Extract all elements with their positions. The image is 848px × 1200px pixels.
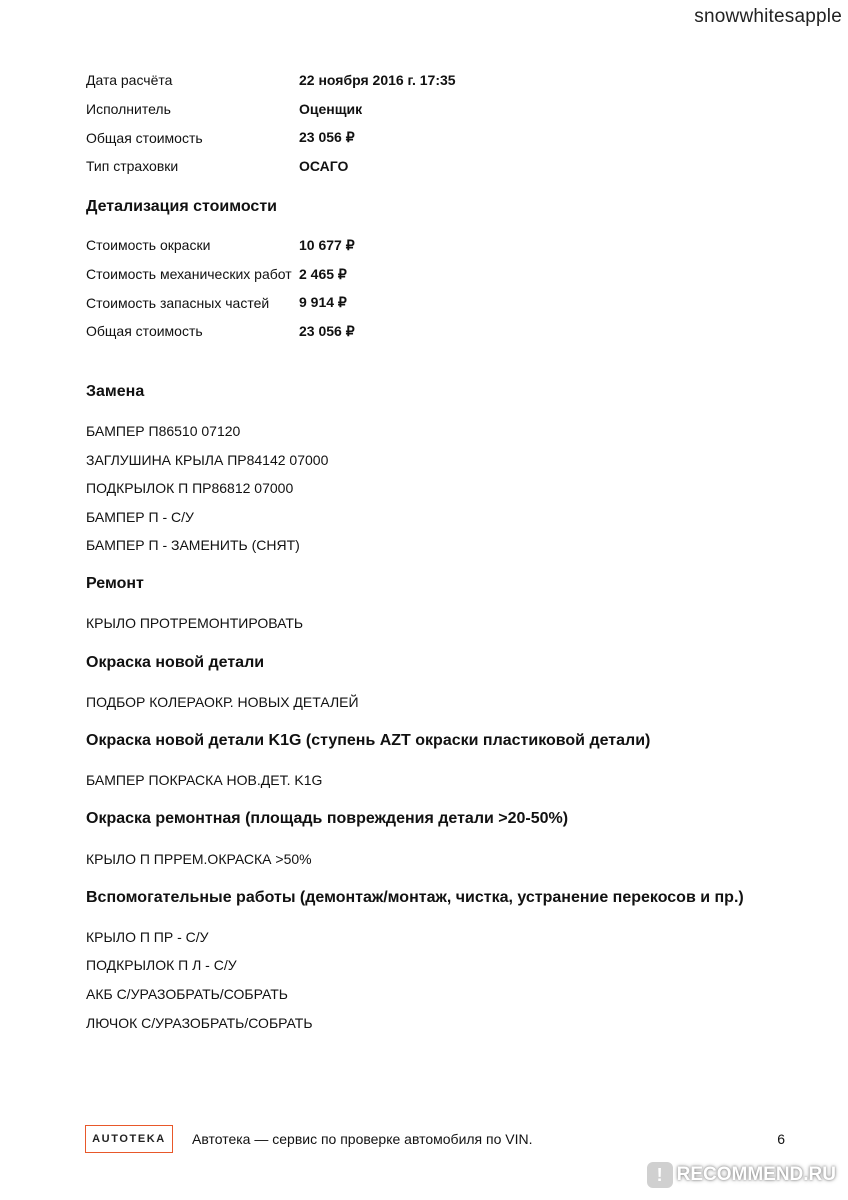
recommend-logo-icon: ! bbox=[647, 1162, 673, 1188]
cost-label: Стоимость механических работ bbox=[86, 266, 292, 283]
summary-value: 22 ноября 2016 г. 17:35 bbox=[299, 72, 456, 89]
list-item: БАМПЕР ПОКРАСКА НОВ.ДЕТ. K1G bbox=[86, 772, 323, 788]
summary-label: Дата расчёта bbox=[86, 72, 173, 89]
list-item: БАМПЕР П86510 07120 bbox=[86, 423, 241, 439]
list-item: ПОДКРЫЛОК П Л - С/У bbox=[86, 957, 237, 973]
summary-table bbox=[86, 66, 456, 181]
summary-row bbox=[86, 66, 456, 95]
cost-label: Общая стоимость bbox=[86, 323, 203, 340]
section-heading-replacement: Замена bbox=[86, 383, 145, 400]
summary-row bbox=[86, 95, 456, 124]
footer-text: Автотека — сервис по проверке автомобиля по VIN. bbox=[192, 1131, 533, 1147]
summary-row bbox=[86, 123, 456, 152]
section-heading-k1g-paint: Окраска новой детали K1G (ступень AZT окраски пластиковой детали) bbox=[86, 732, 651, 749]
summary-value: Оценщик bbox=[299, 101, 363, 118]
page-number: 6 bbox=[777, 1131, 785, 1147]
summary-label: Исполнитель bbox=[86, 101, 171, 118]
list-item: ПОДКРЫЛОК П ПР86812 07000 bbox=[86, 480, 294, 496]
summary-row bbox=[86, 152, 456, 181]
summary-value: 23 056 ₽ bbox=[299, 129, 355, 146]
list-item: ЛЮЧОК С/УРАЗОБРАТЬ/СОБРАТЬ bbox=[86, 1015, 313, 1031]
list-item: БАМПЕР П - ЗАМЕНИТЬ (СНЯТ) bbox=[86, 537, 300, 553]
recommend-watermark-text: RECOMMEND.RU bbox=[676, 1164, 836, 1185]
list-item: ПОДБОР КОЛЕРАОКР. НОВЫХ ДЕТАЛЕЙ bbox=[86, 694, 359, 710]
section-heading-auxiliary-works: Вспомогательные работы (демонтаж/монтаж, чистка, устранение перекосов и пр.) bbox=[86, 889, 744, 906]
cost-details-table bbox=[86, 231, 355, 346]
cost-row bbox=[86, 288, 355, 317]
cost-label: Стоимость окраски bbox=[86, 237, 211, 254]
list-item: ЗАГЛУШИНА КРЫЛА ПР84142 07000 bbox=[86, 452, 329, 468]
summary-label: Общая стоимость bbox=[86, 129, 203, 146]
page-footer bbox=[85, 1125, 785, 1155]
cost-details-heading: Детализация стоимости bbox=[86, 198, 277, 215]
cost-row bbox=[86, 317, 355, 346]
recommend-watermark bbox=[647, 1162, 836, 1188]
watermark-username: snowwhitesapple bbox=[694, 6, 842, 27]
list-item: КРЫЛО ПРОТРЕМОНТИРОВАТЬ bbox=[86, 615, 304, 631]
cost-value: 2 465 ₽ bbox=[299, 265, 347, 282]
summary-value: ОСАГО bbox=[299, 158, 349, 175]
autoteka-logo: AUTOTEKA bbox=[85, 1125, 173, 1153]
cost-value: 23 056 ₽ bbox=[299, 322, 355, 339]
cost-value: 10 677 ₽ bbox=[299, 236, 355, 253]
cost-value: 9 914 ₽ bbox=[299, 294, 347, 311]
list-item: КРЫЛО П ПР - С/У bbox=[86, 929, 209, 945]
section-heading-new-part-paint: Окраска новой детали bbox=[86, 654, 265, 671]
list-item: АКБ С/УРАЗОБРАТЬ/СОБРАТЬ bbox=[86, 986, 288, 1002]
section-heading-repair: Ремонт bbox=[86, 575, 144, 592]
list-item: КРЫЛО П ПРРЕМ.ОКРАСКА >50% bbox=[86, 851, 312, 867]
list-item: БАМПЕР П - С/У bbox=[86, 509, 194, 525]
cost-row bbox=[86, 231, 355, 260]
summary-label: Тип страховки bbox=[86, 158, 179, 175]
section-heading-repair-paint: Окраска ремонтная (площадь повреждения детали >20-50%) bbox=[86, 810, 569, 827]
cost-label: Стоимость запасных частей bbox=[86, 294, 270, 311]
cost-row bbox=[86, 260, 355, 289]
